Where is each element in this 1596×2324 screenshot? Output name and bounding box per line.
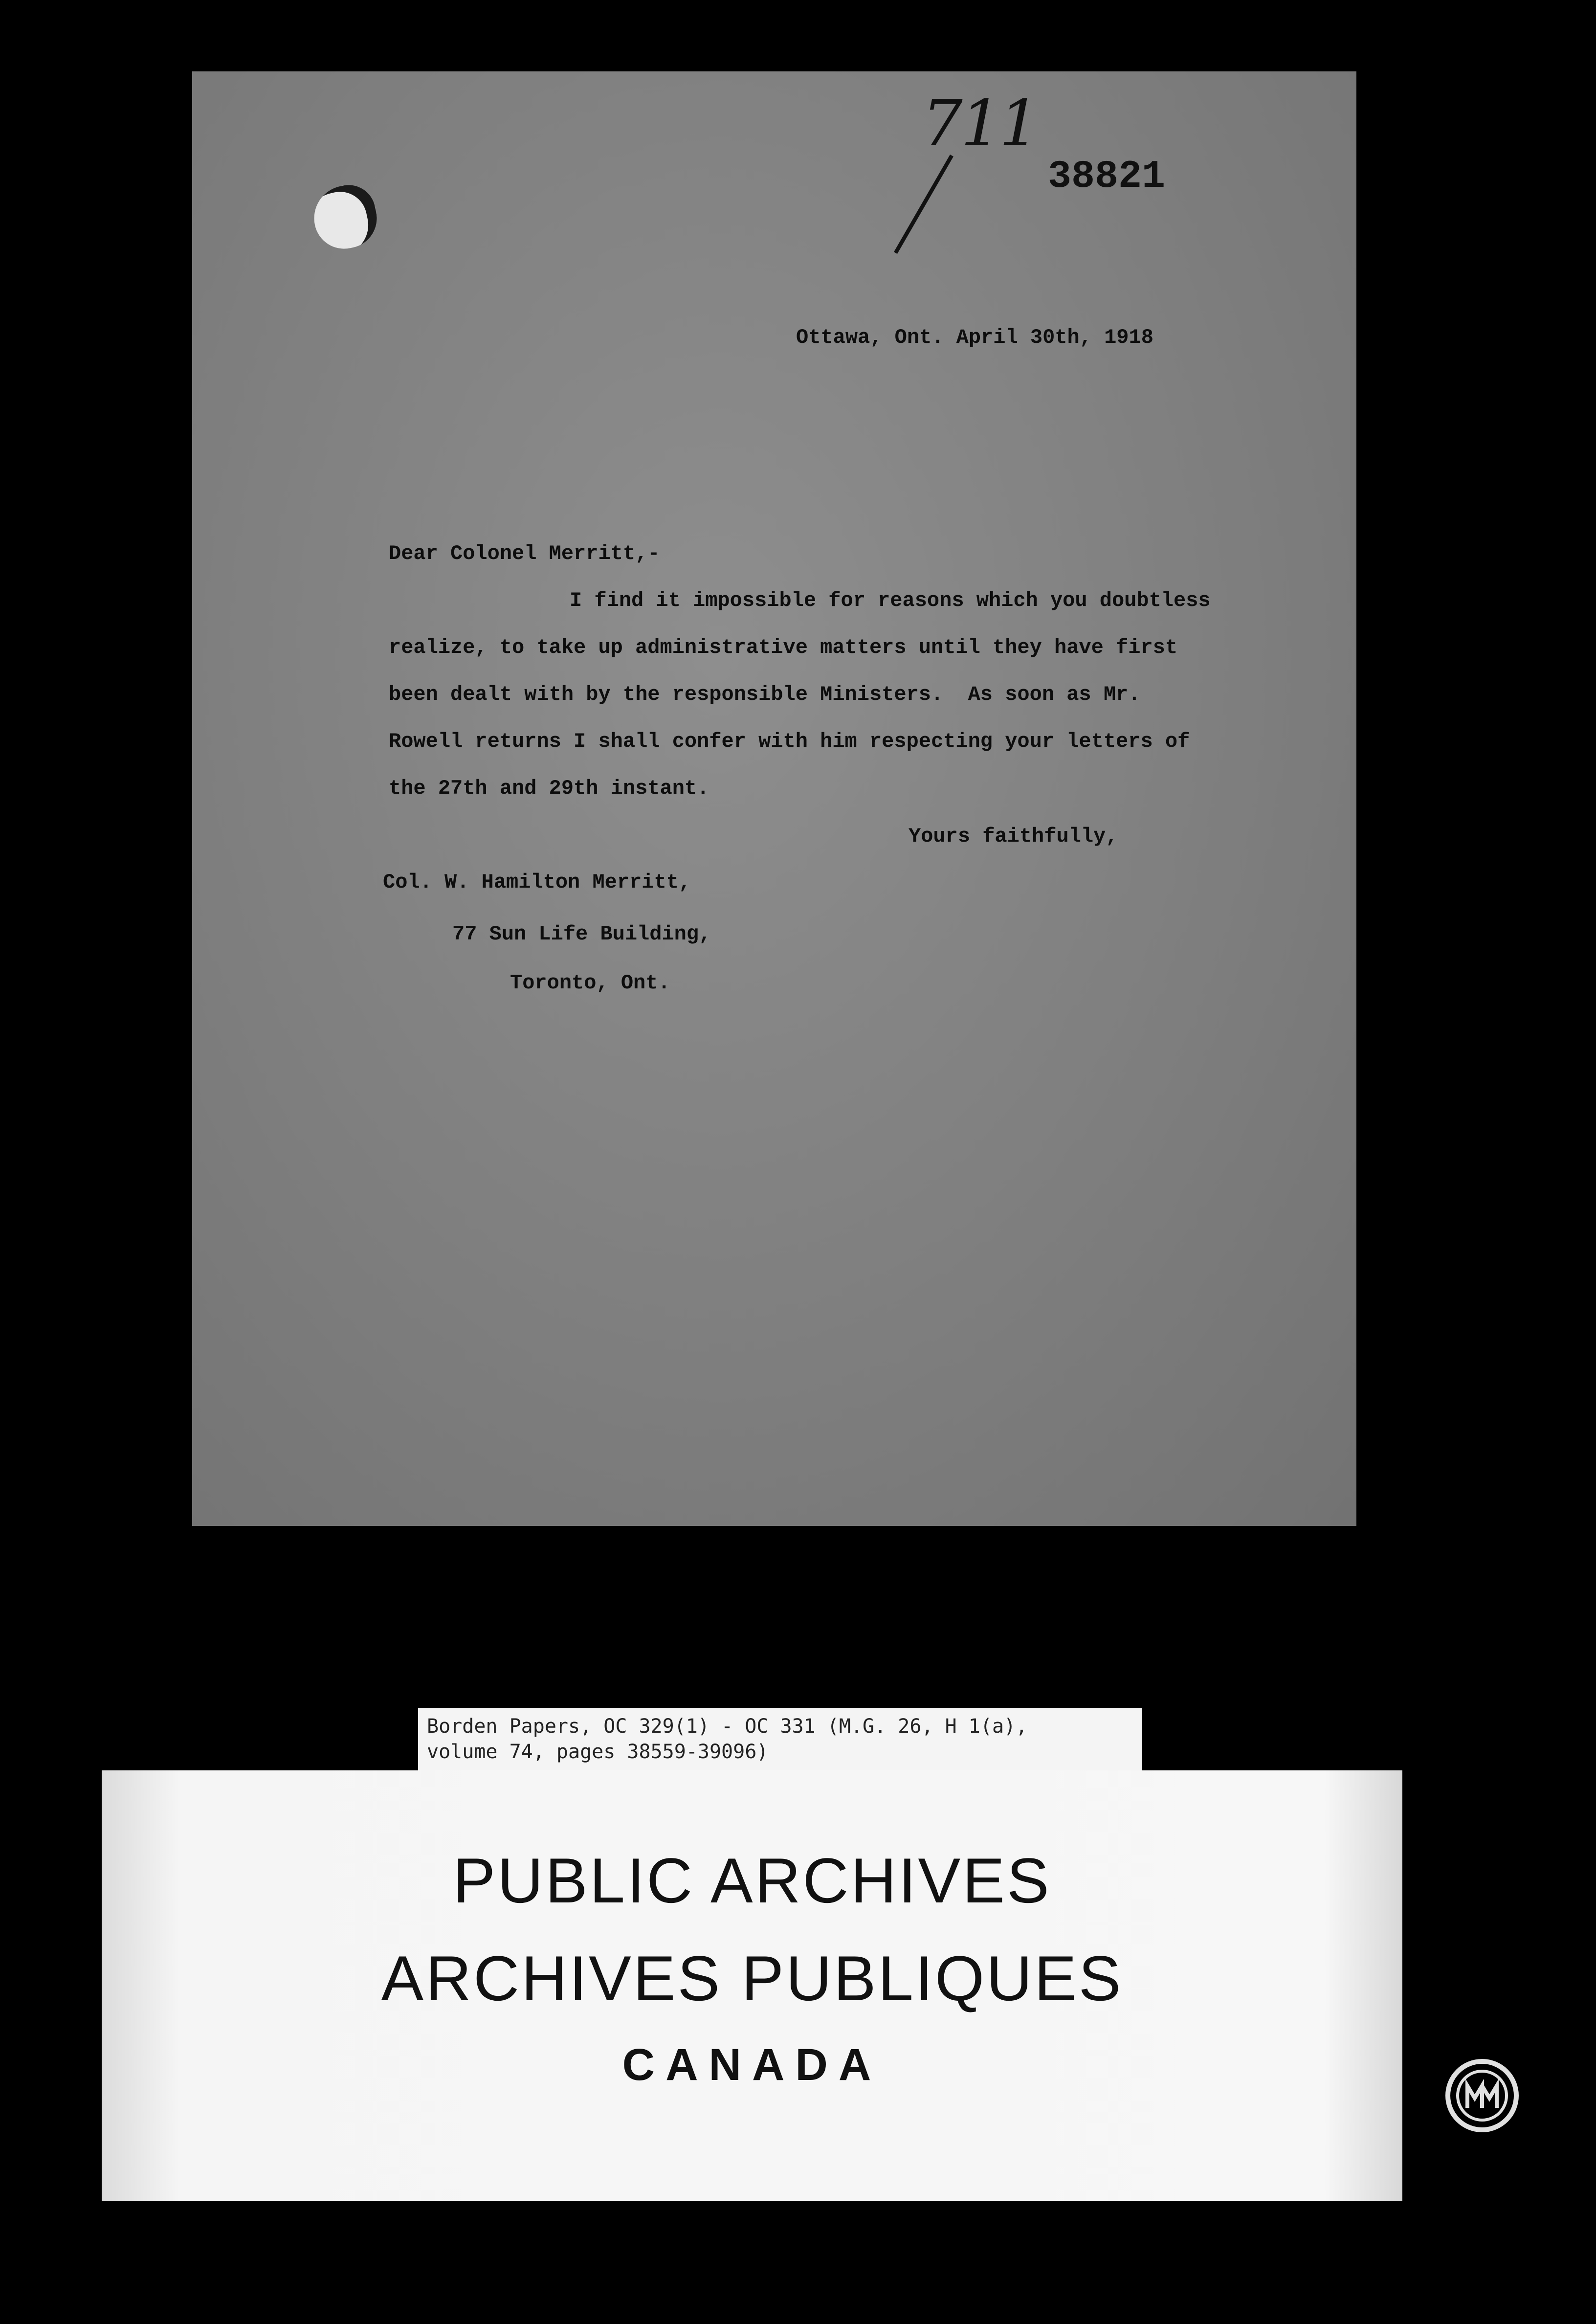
- archive-label-line: volume 74, pages 38559-39096): [427, 1741, 769, 1763]
- address-line: Col. W. Hamilton Merritt,: [383, 871, 691, 894]
- handwritten-slash: [894, 155, 953, 254]
- address-line: 77 Sun Life Building,: [452, 922, 711, 946]
- body-line: realize, to take up administrative matters until they have first: [389, 636, 1178, 659]
- archive-reference-label: [418, 1708, 1142, 1774]
- date-line: Ottawa, Ont. April 30th, 1918: [796, 326, 1153, 349]
- body-line: the 27th and 29th instant.: [389, 777, 709, 800]
- archives-card-country: CANADA: [622, 2040, 882, 2090]
- closing: Yours faithfully,: [909, 825, 1118, 848]
- archive-label-line: Borden Papers, OC 329(1) - OC 331 (M.G. 26, H 1(a),: [427, 1715, 1028, 1738]
- archives-seal-icon: [1441, 2054, 1524, 2137]
- address-line: Toronto, Ont.: [510, 971, 670, 995]
- body-line: been dealt with by the responsible Ministers. As soon as Mr.: [389, 683, 1141, 706]
- body-line: Rowell returns I shall confer with him respecting your letters of: [389, 730, 1190, 753]
- salutation: Dear Colonel Merritt,-: [389, 542, 660, 565]
- document-number: 38821: [1048, 155, 1166, 199]
- punch-hole: [308, 180, 382, 254]
- archives-card-title-fr: ARCHIVES PUBLIQUES: [381, 1943, 1123, 2014]
- archives-card: [102, 1770, 1402, 2201]
- letter-page: [192, 71, 1356, 1526]
- body-line: I find it impossible for reasons which you doubtless: [570, 589, 1211, 612]
- handwritten-mark: 711: [922, 86, 1038, 160]
- archives-card-title-en: PUBLIC ARCHIVES: [453, 1845, 1051, 1916]
